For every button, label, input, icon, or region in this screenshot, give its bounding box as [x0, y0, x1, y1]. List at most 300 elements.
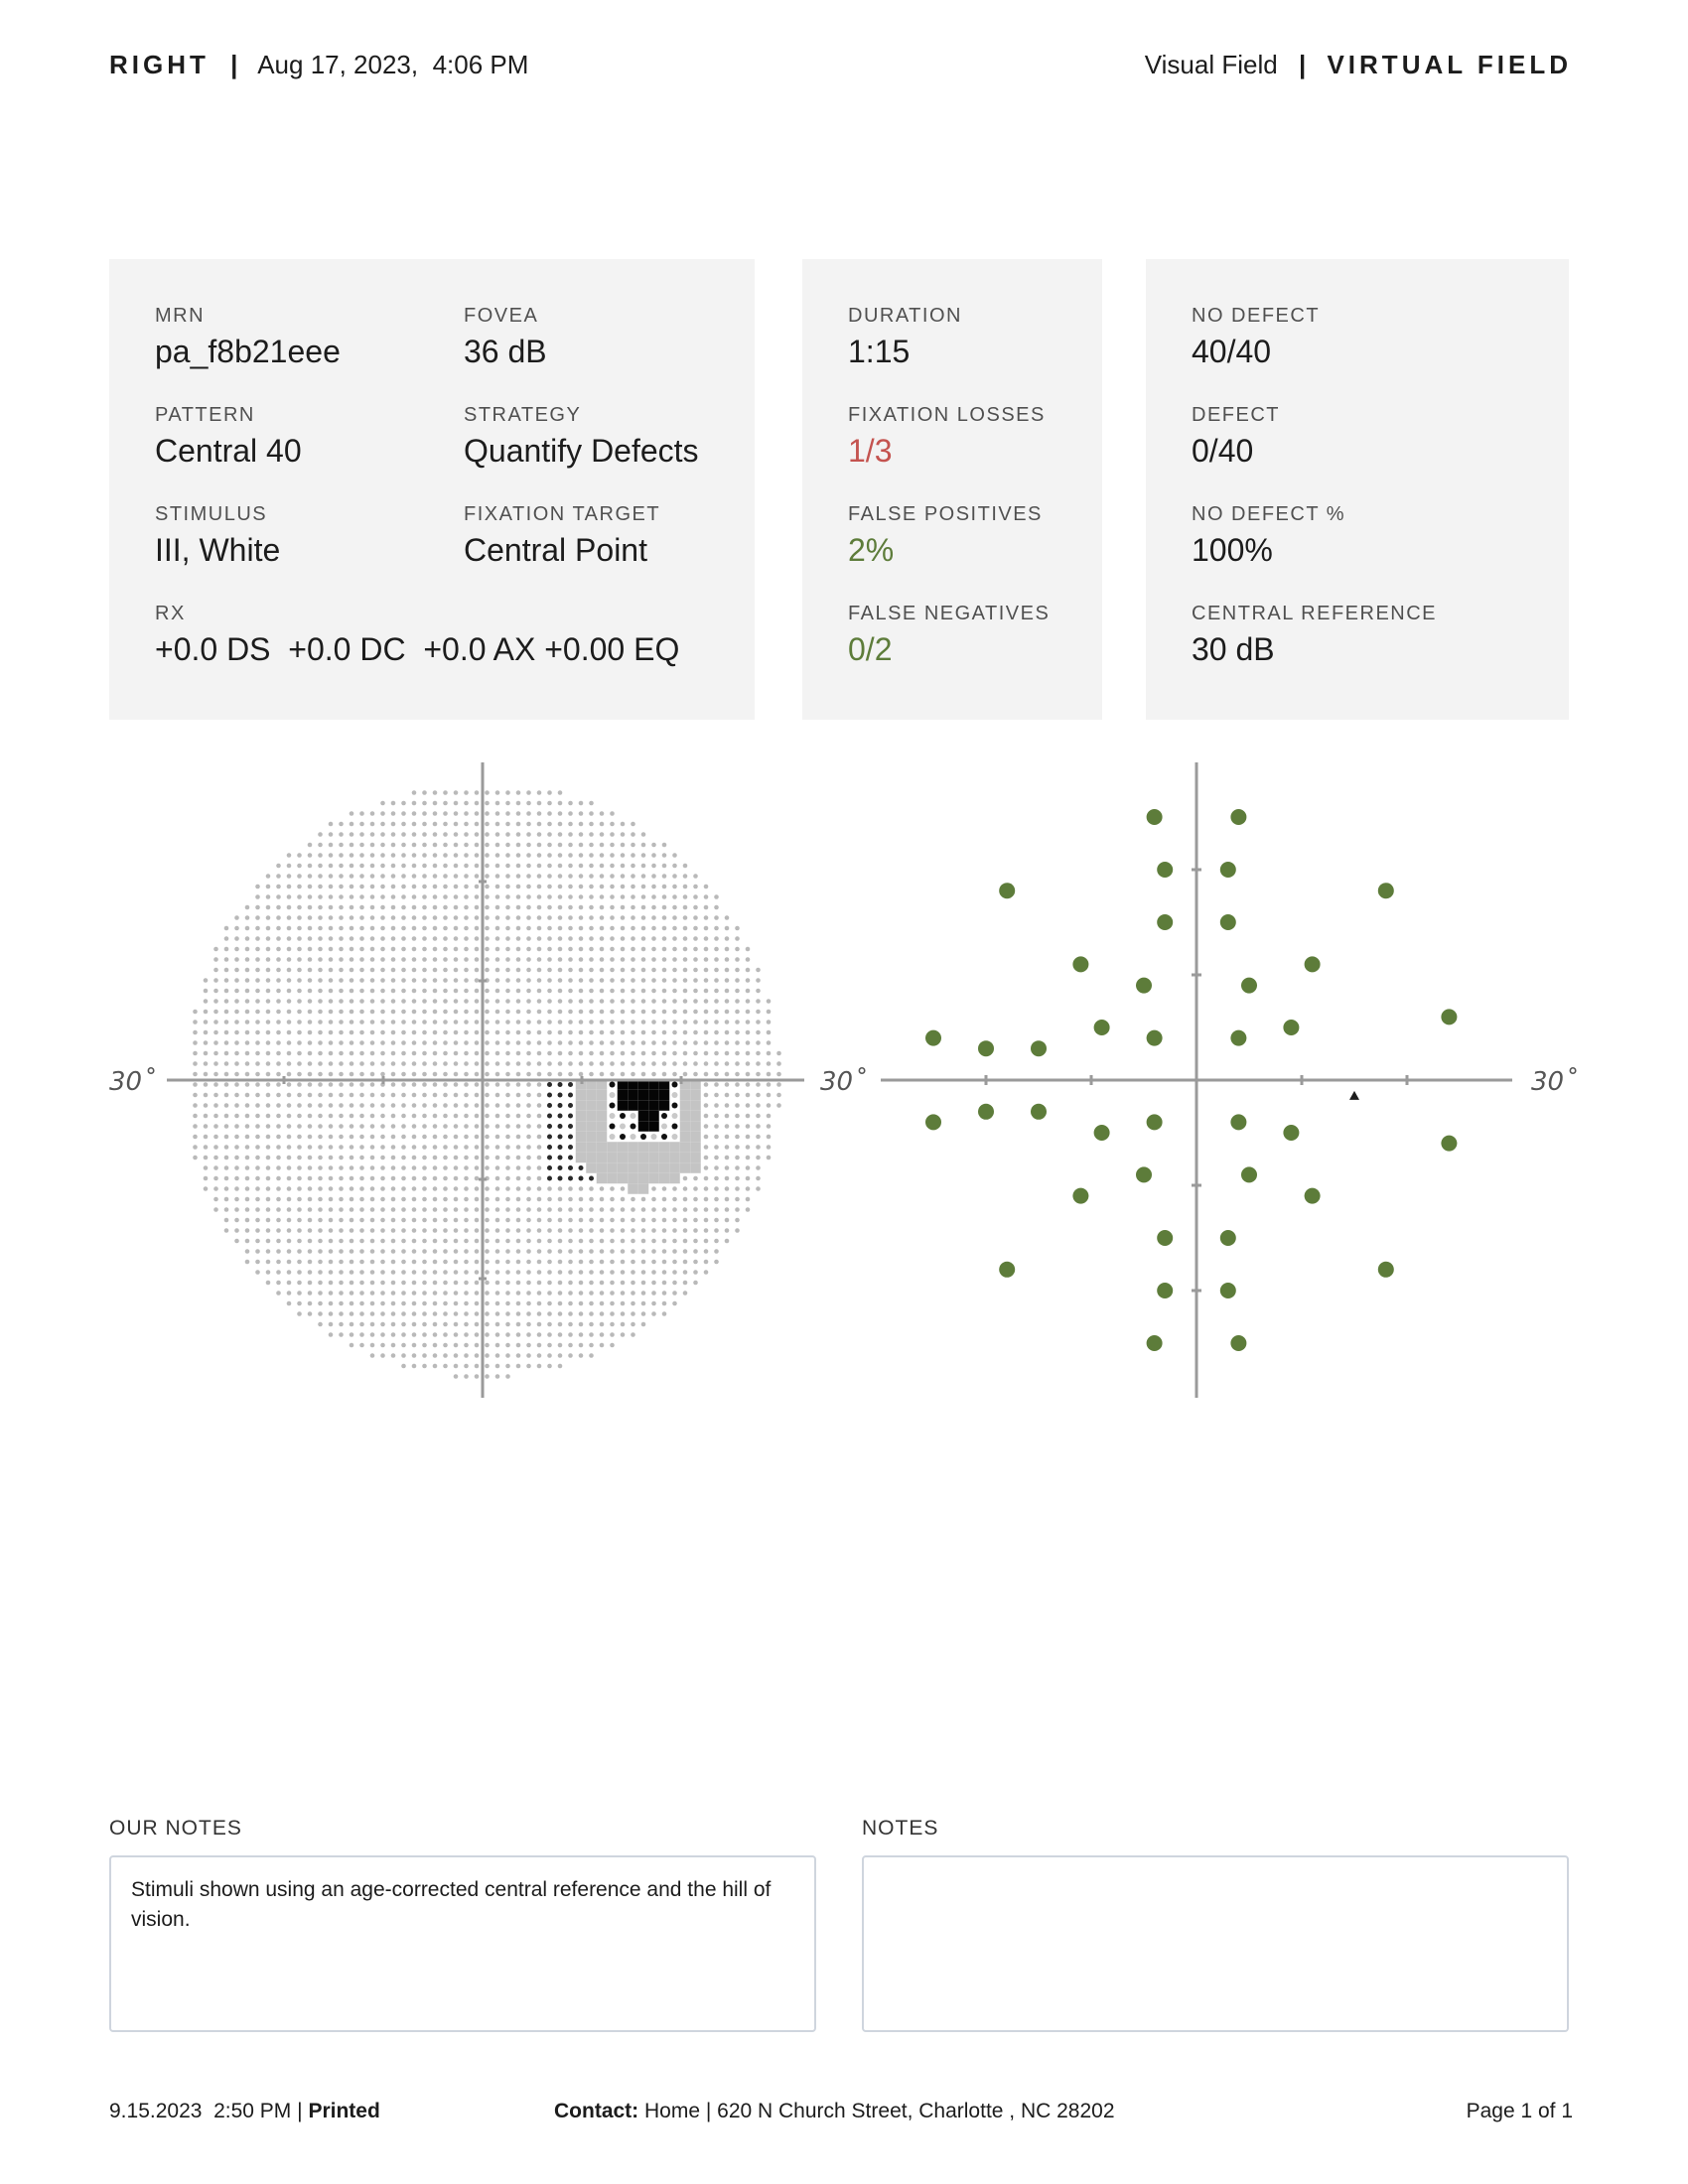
- gray-dot: [454, 957, 459, 962]
- gray-dot: [287, 1165, 292, 1170]
- gray-dot: [485, 843, 490, 848]
- gray-dot: [631, 1072, 635, 1077]
- gray-dot: [725, 1228, 730, 1233]
- gray-dot: [558, 1228, 563, 1233]
- gray-dot: [370, 1270, 375, 1275]
- gray-dot: [589, 1072, 594, 1077]
- gray-dot: [422, 1301, 427, 1306]
- gray-dot: [547, 801, 552, 806]
- gray-cell: [659, 1090, 670, 1101]
- gray-dot: [651, 1134, 657, 1140]
- gray-dot: [245, 1260, 250, 1265]
- gray-dot: [600, 1072, 605, 1077]
- gray-dot: [558, 1218, 563, 1223]
- gray-dot: [422, 1135, 427, 1140]
- gray-dot: [380, 1186, 385, 1191]
- gray-dot: [725, 1072, 730, 1077]
- gray-dot: [380, 1010, 385, 1015]
- gray-dot: [297, 1301, 302, 1306]
- gray-dot: [725, 1114, 730, 1119]
- gray-dot: [401, 978, 406, 983]
- gray-dot: [547, 832, 552, 837]
- gray-cell: [597, 1121, 608, 1132]
- gray-dot: [204, 1165, 209, 1170]
- gray-dot: [485, 1103, 490, 1108]
- gray-dot: [370, 1145, 375, 1150]
- gray-dot: [443, 832, 448, 837]
- gray-dot: [454, 1093, 459, 1098]
- gray-dot: [547, 936, 552, 941]
- gray-dot: [359, 1332, 364, 1337]
- gray-dot: [746, 1165, 751, 1170]
- gray-dot: [308, 1061, 313, 1066]
- pattern-label: PATTERN: [155, 404, 255, 426]
- gray-dot: [297, 1010, 302, 1015]
- gray-dot: [526, 1156, 531, 1160]
- gray-dot: [464, 1165, 469, 1170]
- gray-cell: [586, 1153, 597, 1163]
- gray-dot: [359, 864, 364, 869]
- gray-dot: [370, 915, 375, 920]
- gray-dot: [380, 864, 385, 869]
- test-point: [1072, 956, 1088, 972]
- gray-dot: [359, 1082, 364, 1087]
- gray-dot: [318, 1291, 323, 1296]
- gray-dot: [641, 874, 646, 879]
- gray-dot: [245, 1020, 250, 1024]
- gray-dot: [213, 978, 218, 983]
- gray-dot: [558, 1093, 563, 1098]
- gray-dot: [495, 822, 500, 827]
- gray-dot: [683, 999, 688, 1004]
- gray-dot: [370, 1082, 375, 1087]
- gray-dot: [266, 968, 271, 973]
- gray-dot: [651, 1239, 656, 1244]
- gray-dot: [558, 1186, 563, 1191]
- gray-dot: [631, 1249, 635, 1254]
- gray-dot: [516, 1186, 521, 1191]
- gray-dot: [475, 1020, 480, 1024]
- gray-cell: [618, 1173, 629, 1184]
- gray-dot: [433, 1145, 438, 1150]
- gray-dot: [359, 1311, 364, 1316]
- gray-dot: [621, 1228, 626, 1233]
- gray-dot: [443, 1020, 448, 1024]
- gray-dot: [412, 790, 417, 795]
- gray-dot: [589, 1332, 594, 1337]
- gray-dot: [516, 811, 521, 816]
- gray-dot: [266, 1103, 271, 1108]
- gray-dot: [547, 1332, 552, 1337]
- gray-dot: [662, 1270, 667, 1275]
- gray-dot: [693, 885, 698, 889]
- gray-dot: [287, 1239, 292, 1244]
- gray-dot: [704, 1156, 709, 1160]
- gray-dot: [422, 853, 427, 858]
- gray-dot: [547, 1030, 552, 1035]
- gray-dot: [329, 926, 334, 931]
- gray-dot: [339, 1010, 344, 1015]
- gray-dot: [433, 843, 438, 848]
- gray-dot: [662, 885, 667, 889]
- gray-dot: [422, 926, 427, 931]
- gray-dot: [339, 1165, 344, 1170]
- test-point: [1230, 1335, 1246, 1351]
- gray-dot: [495, 1291, 500, 1296]
- gray-dot: [318, 853, 323, 858]
- gray-dot: [725, 1218, 730, 1223]
- gray-dot: [621, 843, 626, 848]
- gray-dot: [359, 1010, 364, 1015]
- gray-dot: [454, 1145, 459, 1150]
- gray-dot: [433, 874, 438, 879]
- gray-dot: [350, 926, 354, 931]
- gray-dot: [329, 1176, 334, 1181]
- gray-dot: [610, 1051, 615, 1056]
- gray-dot: [433, 1228, 438, 1233]
- gray-dot: [380, 926, 385, 931]
- gray-dot: [380, 1197, 385, 1202]
- gray-dot: [526, 1260, 531, 1265]
- gray-dot: [433, 1353, 438, 1358]
- gray-dot: [308, 1072, 313, 1077]
- gray-dot: [443, 947, 448, 952]
- gray-dot: [266, 874, 271, 879]
- gray-dot: [454, 885, 459, 889]
- gray-dot: [579, 1020, 584, 1024]
- gray-dot: [276, 1030, 281, 1035]
- gray-dot: [558, 1082, 563, 1087]
- gray-dot: [454, 905, 459, 910]
- gray-dot: [672, 1020, 677, 1024]
- gray-dot: [287, 1135, 292, 1140]
- gray-dot: [475, 957, 480, 962]
- gray-dot: [475, 1145, 480, 1150]
- gray-dot: [568, 1124, 573, 1129]
- gray-dot: [391, 1311, 396, 1316]
- gray-dot: [464, 1270, 469, 1275]
- gray-dot: [704, 1114, 709, 1119]
- gray-dot: [213, 1145, 218, 1150]
- gray-dot: [704, 1124, 709, 1129]
- gray-dot: [683, 915, 688, 920]
- gray-dot: [589, 843, 594, 848]
- gray-dot: [735, 1082, 740, 1087]
- gray-dot: [683, 864, 688, 869]
- gray-dot: [339, 1186, 344, 1191]
- gray-dot: [380, 1239, 385, 1244]
- gray-dot: [600, 1207, 605, 1212]
- gray-dot: [329, 1186, 334, 1191]
- gray-dot: [610, 1207, 615, 1212]
- gray-dot: [255, 1260, 260, 1265]
- gray-dot: [610, 1030, 615, 1035]
- gray-dot: [391, 936, 396, 941]
- gray-dot: [422, 885, 427, 889]
- gray-dot: [725, 1103, 730, 1108]
- gray-dot: [245, 1072, 250, 1077]
- gray-dot: [443, 1124, 448, 1129]
- test-point: [1441, 1136, 1457, 1152]
- gray-dot: [725, 989, 730, 994]
- gray-dot: [350, 1322, 354, 1327]
- gray-dot: [287, 957, 292, 962]
- gray-dot: [568, 968, 573, 973]
- gray-dot: [558, 1061, 563, 1066]
- gray-dot: [610, 1281, 615, 1286]
- gray-dot: [370, 1165, 375, 1170]
- gray-dot: [370, 1040, 375, 1045]
- gray-dot: [589, 1186, 594, 1191]
- gray-dot: [621, 1301, 626, 1306]
- gray-dot: [651, 864, 656, 869]
- gray-dot: [276, 1239, 281, 1244]
- gray-dot: [568, 1103, 573, 1108]
- test-point: [1147, 1030, 1163, 1046]
- gray-dot: [767, 1156, 772, 1160]
- gray-dot: [245, 1124, 250, 1129]
- gray-dot: [204, 1030, 209, 1035]
- gray-dot: [704, 1176, 709, 1181]
- gray-dot: [537, 1176, 542, 1181]
- gray-dot: [475, 1061, 480, 1066]
- gray-dot: [579, 1030, 584, 1035]
- gray-dot: [308, 989, 313, 994]
- gray-dot: [547, 1311, 552, 1316]
- gray-dot: [621, 989, 626, 994]
- test-point: [978, 1040, 994, 1056]
- gray-dot: [224, 978, 229, 983]
- gray-dot: [631, 1197, 635, 1202]
- gray-dot: [234, 999, 239, 1004]
- gray-dot: [621, 915, 626, 920]
- gray-dot: [746, 968, 751, 973]
- gray-dot: [380, 1176, 385, 1181]
- gray-dot: [526, 936, 531, 941]
- gray-dot: [359, 1228, 364, 1233]
- gray-dot: [672, 1092, 678, 1098]
- gray-dot: [600, 864, 605, 869]
- gray-dot: [350, 1332, 354, 1337]
- gray-dot: [662, 1239, 667, 1244]
- gray-dot: [297, 1176, 302, 1181]
- gray-dot: [662, 936, 667, 941]
- gray-dot: [276, 1020, 281, 1024]
- gray-dot: [359, 1020, 364, 1024]
- gray-dot: [401, 957, 406, 962]
- gray-dot: [380, 1051, 385, 1056]
- test-point: [1094, 1125, 1110, 1141]
- gray-dot: [433, 1207, 438, 1212]
- gray-dot: [516, 1343, 521, 1348]
- gray-dot: [255, 1218, 260, 1223]
- gray-dot: [433, 936, 438, 941]
- gray-dot: [746, 1072, 751, 1077]
- gray-dot: [464, 1124, 469, 1129]
- fixation-target-field: [464, 503, 660, 569]
- gray-dot: [422, 1010, 427, 1015]
- gray-dot: [401, 1270, 406, 1275]
- gray-dot: [245, 1176, 250, 1181]
- gray-dot: [391, 1030, 396, 1035]
- central-reference-label: CENTRAL REFERENCE: [1192, 603, 1438, 624]
- gray-dot: [339, 968, 344, 973]
- gray-dot: [380, 1322, 385, 1327]
- gray-dot: [422, 832, 427, 837]
- gray-dot: [318, 1207, 323, 1212]
- test-point: [1283, 1125, 1299, 1141]
- gray-dot: [443, 1353, 448, 1358]
- gray-dot: [433, 1165, 438, 1170]
- gray-dot: [641, 1260, 646, 1265]
- gray-dot: [693, 915, 698, 920]
- gray-dot: [412, 1260, 417, 1265]
- gray-dot: [568, 1176, 573, 1181]
- gray-dot: [505, 1332, 510, 1337]
- gray-dot: [641, 1020, 646, 1024]
- gray-dot: [276, 1207, 281, 1212]
- gray-cell: [586, 1162, 597, 1173]
- gray-dot: [537, 1332, 542, 1337]
- gray-dot: [234, 1207, 239, 1212]
- gray-dot: [224, 1114, 229, 1119]
- gray-dot: [558, 1301, 563, 1306]
- gray-dot: [329, 1030, 334, 1035]
- gray-dot: [329, 1093, 334, 1098]
- gray-dot: [329, 1082, 334, 1087]
- gray-dot: [443, 1093, 448, 1098]
- gray-dot: [662, 1051, 667, 1056]
- gray-dot: [213, 1176, 218, 1181]
- gray-dot: [683, 1291, 688, 1296]
- gray-dot: [370, 1228, 375, 1233]
- gray-dot: [454, 874, 459, 879]
- gray-dot: [287, 1301, 292, 1306]
- gray-dot: [193, 1156, 198, 1160]
- gray-dot: [693, 947, 698, 952]
- gray-dot: [756, 1010, 761, 1015]
- gray-dot: [600, 1332, 605, 1337]
- gray-dot: [568, 1239, 573, 1244]
- strategy-label: STRATEGY: [464, 404, 582, 426]
- gray-dot: [662, 947, 667, 952]
- gray-dot: [422, 843, 427, 848]
- gray-dot: [516, 915, 521, 920]
- gray-dot: [380, 957, 385, 962]
- gray-dot: [422, 1197, 427, 1202]
- gray-dot: [412, 1010, 417, 1015]
- gray-dot: [318, 1114, 323, 1119]
- gray-dot: [224, 1207, 229, 1212]
- gray-dot: [454, 1364, 459, 1369]
- gray-cell: [669, 1142, 680, 1153]
- gray-dot: [714, 1072, 719, 1077]
- gray-dot: [401, 1249, 406, 1254]
- gray-dot: [380, 1353, 385, 1358]
- gray-cell: [680, 1090, 691, 1101]
- gray-dot: [287, 978, 292, 983]
- gray-dot: [412, 1186, 417, 1191]
- gray-dot: [255, 1114, 260, 1119]
- gray-dot: [495, 915, 500, 920]
- gray-dot: [485, 1093, 490, 1098]
- gray-dot: [505, 1207, 510, 1212]
- gray-dot: [568, 1218, 573, 1223]
- gray-dot: [391, 1343, 396, 1348]
- gray-dot: [245, 926, 250, 931]
- gray-dot: [641, 926, 646, 931]
- gray-dot: [391, 1051, 396, 1056]
- gray-dot: [600, 936, 605, 941]
- gray-dot: [683, 874, 688, 879]
- gray-dot: [610, 1343, 615, 1348]
- gray-dot: [464, 1322, 469, 1327]
- gray-dot: [234, 1030, 239, 1035]
- gray-dot: [505, 926, 510, 931]
- gray-dot: [433, 811, 438, 816]
- gray-dot: [443, 1135, 448, 1140]
- gray-dot: [339, 1207, 344, 1212]
- gray-dot: [454, 832, 459, 837]
- gray-dot: [234, 1197, 239, 1202]
- gray-dot: [516, 874, 521, 879]
- gray-dot: [318, 894, 323, 899]
- gray-dot: [422, 1343, 427, 1348]
- gray-dot: [672, 1218, 677, 1223]
- gray-dot: [589, 853, 594, 858]
- gray-dot: [454, 1281, 459, 1286]
- gray-dot: [579, 915, 584, 920]
- gray-dot: [245, 957, 250, 962]
- gray-dot: [735, 1061, 740, 1066]
- gray-dot: [495, 1030, 500, 1035]
- gray-dot: [234, 1156, 239, 1160]
- notes-box[interactable]: [862, 1855, 1569, 2032]
- gray-dot: [505, 1030, 510, 1035]
- gray-dot: [662, 968, 667, 973]
- gray-dot: [672, 915, 677, 920]
- gray-dot: [276, 1186, 281, 1191]
- gray-dot: [600, 1197, 605, 1202]
- gray-dot: [308, 1239, 313, 1244]
- gray-dot: [495, 1343, 500, 1348]
- gray-dot: [767, 1082, 772, 1087]
- gray-dot: [350, 989, 354, 994]
- gray-dot: [255, 947, 260, 952]
- gray-dot: [234, 1082, 239, 1087]
- gray-dot: [516, 1072, 521, 1077]
- gray-dot: [433, 1135, 438, 1140]
- gray-dot: [318, 1020, 323, 1024]
- strategy-value: Quantify Defects: [464, 433, 699, 469]
- gray-dot: [380, 1260, 385, 1265]
- gray-dot: [547, 1281, 552, 1286]
- gray-dot: [683, 968, 688, 973]
- gray-cell: [638, 1100, 649, 1111]
- gray-dot: [318, 864, 323, 869]
- gray-dot: [631, 1218, 635, 1223]
- gray-dot: [412, 864, 417, 869]
- gray-dot: [412, 1124, 417, 1129]
- gray-dot: [464, 1103, 469, 1108]
- gray-dot: [683, 936, 688, 941]
- gray-dot: [287, 894, 292, 899]
- gray-dot: [412, 894, 417, 899]
- gray-dot: [526, 1281, 531, 1286]
- gray-dot: [213, 989, 218, 994]
- gray-dot: [621, 853, 626, 858]
- gray-dot: [464, 1260, 469, 1265]
